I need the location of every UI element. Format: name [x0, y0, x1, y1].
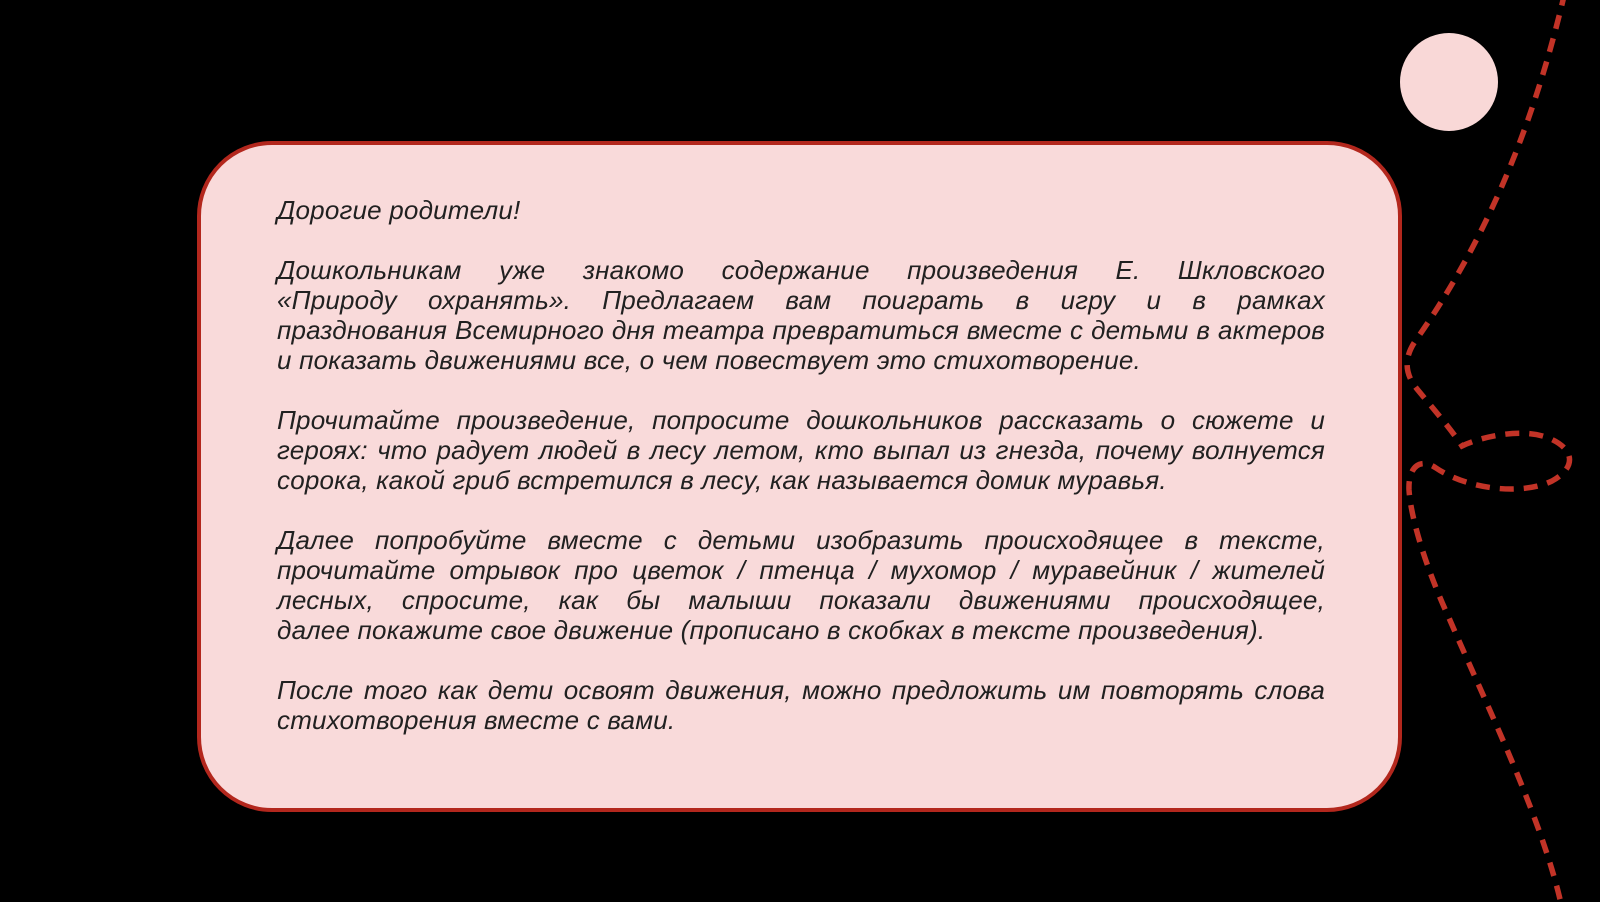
paragraph-repeat-words	[277, 675, 1325, 735]
text-line: лесных, спросите, как бы малыши показали движениями происходящее,	[277, 585, 1325, 615]
decorative-circle	[1400, 33, 1498, 131]
text-line: Прочитайте произведение, попросите дошкольников рассказать о сюжете и	[277, 405, 1325, 435]
text-line: Дорогие родители!	[277, 195, 521, 225]
text-line: далее покажите свое движение (прописано в скобках в тексте произведения).	[277, 615, 1266, 645]
paragraph-greeting	[277, 195, 1325, 225]
text-line: и показать движениями все, о чем повествует это стихотворение.	[277, 345, 1141, 375]
text-line: Далее попробуйте вместе с детьми изобразить происходящее в тексте,	[277, 525, 1325, 555]
paragraph-act-out	[277, 525, 1325, 645]
text-line: прочитайте отрывок про цветок / птенца / мухомор / муравейник / жителей	[277, 555, 1325, 585]
paragraph-read-aloud	[277, 405, 1325, 495]
text-line: «Природу охранять». Предлагаем вам поиграть в игру и в рамках	[277, 285, 1325, 315]
text-line: Дошкольникам уже знакомо содержание произведения Е. Шкловского	[277, 255, 1325, 285]
text-line: стихотворения вместе с вами.	[277, 705, 676, 735]
letter-card	[197, 141, 1402, 812]
text-line: героях: что радует людей в лесу летом, кто выпал из гнезда, почему волнуется	[277, 435, 1325, 465]
decorative-dashed-line	[1407, 0, 1569, 902]
paragraph-intro	[277, 255, 1325, 375]
text-line: После того как дети освоят движения, можно предложить им повторять слова	[277, 675, 1325, 705]
text-line: сорока, какой гриб встретился в лесу, как называется домик муравья.	[277, 465, 1167, 495]
text-line: празднования Всемирного дня театра превратиться вместе с детьми в актеров	[277, 315, 1325, 345]
